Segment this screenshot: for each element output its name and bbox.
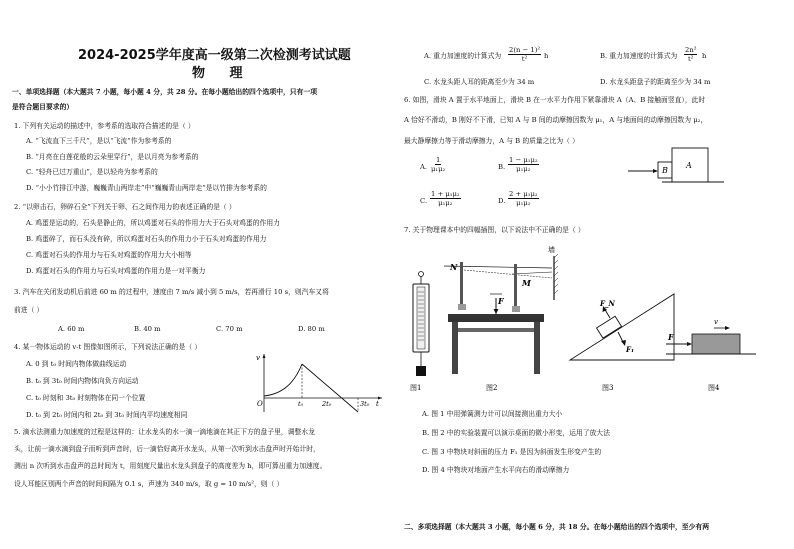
q6-c-numerator: 1 + μ₁μ₂ <box>431 190 460 198</box>
q7-fig2-tabletop <box>448 314 544 322</box>
q7-figures <box>404 240 790 396</box>
q6-label-b: B <box>662 166 668 175</box>
q6-b-numerator: 1 − μ₁μ₂ <box>509 156 538 164</box>
q5-b-denominator: t² <box>687 55 694 63</box>
q5-option-b-prefix: B. 重力加速度的计算式为 <box>600 52 678 60</box>
q6-option-a-fraction <box>430 156 446 173</box>
q7-fig3-incline <box>570 294 674 360</box>
subject-title: 物 理 <box>192 66 253 81</box>
q6-a-numerator: 1 <box>435 156 441 164</box>
q5-option-b-h: h <box>702 52 707 60</box>
q6-c-denominator: μ₁μ₂ <box>438 199 453 207</box>
q3-option-b: B. 40 m <box>134 325 161 333</box>
q7-caption-fig1: 图1 <box>410 384 422 392</box>
q7-fig2-mirror-n <box>460 262 463 306</box>
q7-stem: 7. 关于物理课本中的四幅插图，以下说法中不正确的是（ ） <box>404 226 585 234</box>
q6-option-a-label: A. <box>420 163 428 171</box>
q6-figure <box>628 142 738 192</box>
q6-line2: A 恰好不滑动，B 刚好不下滑，已知 A 与 B 间的动摩擦因数为 μ₁，A 与地面间的动摩擦因数为 μ₂， <box>404 116 708 124</box>
section1-heading-cont: 是符合题目要求的） <box>12 103 74 111</box>
q4-option-a: A. 0 到 t₀ 时间内物体做曲线运动 <box>26 360 127 368</box>
q3-option-c: C. 70 m <box>216 325 243 333</box>
q2-option-c: C. 鸡蛋对石头的作用力与石头对鸡蛋的作用力大小相等 <box>26 251 192 259</box>
q6-option-c-fraction <box>430 190 461 207</box>
q6-option-b-label: B. <box>498 163 506 171</box>
graph-label-3t0: 3t₀ <box>360 400 370 408</box>
q7-fig2-wall-label: 墙 <box>548 246 555 254</box>
q2-option-b: B. 鸡蛋碎了，而石头没有碎，所以鸡蛋对石头的作用力小于石头对鸡蛋的作用力 <box>26 235 267 243</box>
q5-option-b-fraction <box>684 46 697 63</box>
q5-a-denominator: t² <box>521 55 528 63</box>
q6-line1: 6. 如图，滑块 A 置于水平地面上，滑块 B 在一水平力作用下紧靠滑块 A（A、B 接触面竖直），此时 <box>404 96 706 104</box>
q5-a-numerator: 2(n − 1)² <box>509 46 541 54</box>
section2-heading: 二、多项选择题（本大题共 3 小题，每小题 6 分，共 18 分。在每小题给出的四个选项中，至少有两 <box>404 523 709 531</box>
q5-option-a-prefix: A. 重力加速度的计算式为 <box>424 52 502 60</box>
q7-fig4-block <box>692 334 740 354</box>
q7-fig4-label-v: v <box>714 318 718 326</box>
q5-option-c: C. 水龙头距人耳的距离至少为 34 m <box>424 78 535 86</box>
q4-option-b: B. t₀ 到 3t₀ 时间内物体向负方向运动 <box>26 377 139 385</box>
graph-label-o: O <box>257 400 263 408</box>
q3-option-d: D. 80 m <box>298 325 325 333</box>
q6-b-denominator: μ₁μ₂ <box>516 165 531 173</box>
q1-option-a: A. “飞流直下三千尺”，是以“飞流”作为参考系的 <box>26 137 172 145</box>
q7-option-c: C. 图 3 中物块对斜面的压力 F₁ 是因为斜面发生形变产生的 <box>422 448 602 456</box>
q3-stem: 3. 汽车在关闭发动机后前进 60 m 的过程中，速度由 7 m/s 减小到 5 m/s，若再滑行 10 s，则汽车又将 <box>14 288 329 296</box>
q1-option-b: B. “月亮在白莲花般的云朵里穿行”，是以月亮为参考系的 <box>26 153 199 161</box>
graph-v-arrow <box>263 354 266 358</box>
q3-option-a: A. 60 m <box>58 325 85 333</box>
graph-label-t: t <box>376 400 379 408</box>
q2-option-d: D. 鸡蛋对石头的作用力与石头对鸡蛋的作用力是一对平衡力 <box>26 267 206 275</box>
q7-option-b: B. 图 2 中的实验装置可以演示桌面的微小形变，运用了放大法 <box>422 429 610 437</box>
graph-label-2t0: 2t₀ <box>322 400 332 408</box>
q5-b-numerator: 2n² <box>685 46 697 54</box>
q6-d-denominator: μ₁μ₂ <box>516 199 531 207</box>
q7-fig4-block-ground <box>666 318 756 354</box>
q5-option-a-h: h <box>544 52 549 60</box>
q7-fig2-mirror-m <box>514 264 517 308</box>
q6-option-d-fraction <box>508 190 539 207</box>
exam-title: 2024-2025学年度高一级第二次检测考试试题 <box>78 48 351 63</box>
q7-caption-fig3: 图3 <box>602 384 614 392</box>
q7-caption-fig2: 图2 <box>486 384 498 392</box>
q5-line3: 测出 n 次听到水击盘声的总时间为 t，用刻度尺量出水龙头到盘子的高度差为 h，即可算出重力加速度。 <box>14 462 327 470</box>
q3-stem-cont: 前进（ ） <box>14 306 44 314</box>
q4-vt-graph <box>254 350 386 414</box>
section1-heading: 一、单项选择题（本大题共 7 小题，每小题 4 分，共 28 分。在每小题给出的四个选项中，只有一项 <box>12 88 317 96</box>
q7-option-d: D. 图 4 中物块对地面产生水平向右的滑动摩擦力 <box>422 466 570 474</box>
q6-force-arrowhead <box>653 169 658 173</box>
q7-fig3-label-f1: F₁ <box>626 345 635 354</box>
q6-option-d-label: D. <box>498 197 506 205</box>
q5-option-a-fraction <box>508 46 541 63</box>
q6-line3: 最大静摩擦力等于滑动摩擦力，A 与 B 的质量之比为（ ） <box>404 137 579 145</box>
q4-option-c: C. t₀ 时刻和 3t₀ 时刻物体在同一个位置 <box>26 394 146 402</box>
q5-option-d: D. 水龙头距盘子的距离至少为 34 m <box>600 78 711 86</box>
q1-option-c: C. “轻舟已过万重山”，是以轻舟为参考系的 <box>26 168 158 176</box>
q2-option-a: A. 鸡蛋是运动的，石头是静止的，所以鸡蛋对石头的作用力大于石头对鸡蛋的作用力 <box>26 219 280 227</box>
q7-fig3-label-fn: F_N <box>600 299 615 308</box>
q7-label-m: M <box>522 278 531 288</box>
q5-line2: 头，让前一滴水滴到盘子而听到声音时，后一滴恰好离开水龙头，从第一次听到水击盘声时开始计时， <box>14 445 320 453</box>
q6-option-b-fraction <box>508 156 539 173</box>
q6-d-numerator: 2 + μ₁μ₂ <box>509 190 538 198</box>
graph-label-v: v <box>256 354 260 362</box>
q4-stem: 4. 某一物体运动的 v-t 图像如图所示，下列说法正确的是（ ） <box>14 343 202 351</box>
q2-stem: 2. “以卵击石，卵碎石全”下列关于卵、石之间作用力的表述正确的是（ ） <box>14 203 236 211</box>
q7-label-n: N <box>450 262 458 272</box>
q7-fig2-table-mirror <box>444 245 558 374</box>
q7-fig1-weight <box>416 366 426 376</box>
graph-label-t0: t₀ <box>298 400 304 408</box>
q7-option-a: A. 图 1 中用弹簧测力计可以间接测出重力大小 <box>422 410 563 418</box>
q7-fig2-label-f: F <box>498 296 504 306</box>
q7-fig1-spring-scale <box>413 272 429 377</box>
q6-a-denominator: μ₁μ₂ <box>431 165 446 173</box>
q7-fig4-label-f: F <box>668 332 674 342</box>
q7-caption-fig4: 图4 <box>708 384 720 392</box>
q7-fig3-slope <box>570 294 674 360</box>
graph-curve <box>264 364 302 396</box>
q5-line1: 5. 滴水法测重力加速度的过程是这样的：让水龙头的水一滴一滴地滴在其正下方的盘子里，调整水龙 <box>14 428 315 436</box>
q6-label-a: A <box>686 161 692 170</box>
q6-option-c-label: C. <box>420 197 428 205</box>
q1-stem: 1. 下列有关运动的描述中，参考系的选取符合描述的是（ ） <box>14 122 195 130</box>
q5-line4: 设人耳能区别两个声音的时间间隔为 0.1 s，声速为 340 m/s，取 g = 10 m/s²，则（ ） <box>14 480 284 488</box>
q4-option-d: D. t₀ 到 2t₀ 时间内和 2t₀ 到 3t₀ 时间内平均速度相同 <box>26 411 188 419</box>
q1-option-d: D. “小小竹排江中游，巍巍青山两岸走”中“巍巍青山两岸走”是以竹排为参考系的 <box>26 184 267 192</box>
